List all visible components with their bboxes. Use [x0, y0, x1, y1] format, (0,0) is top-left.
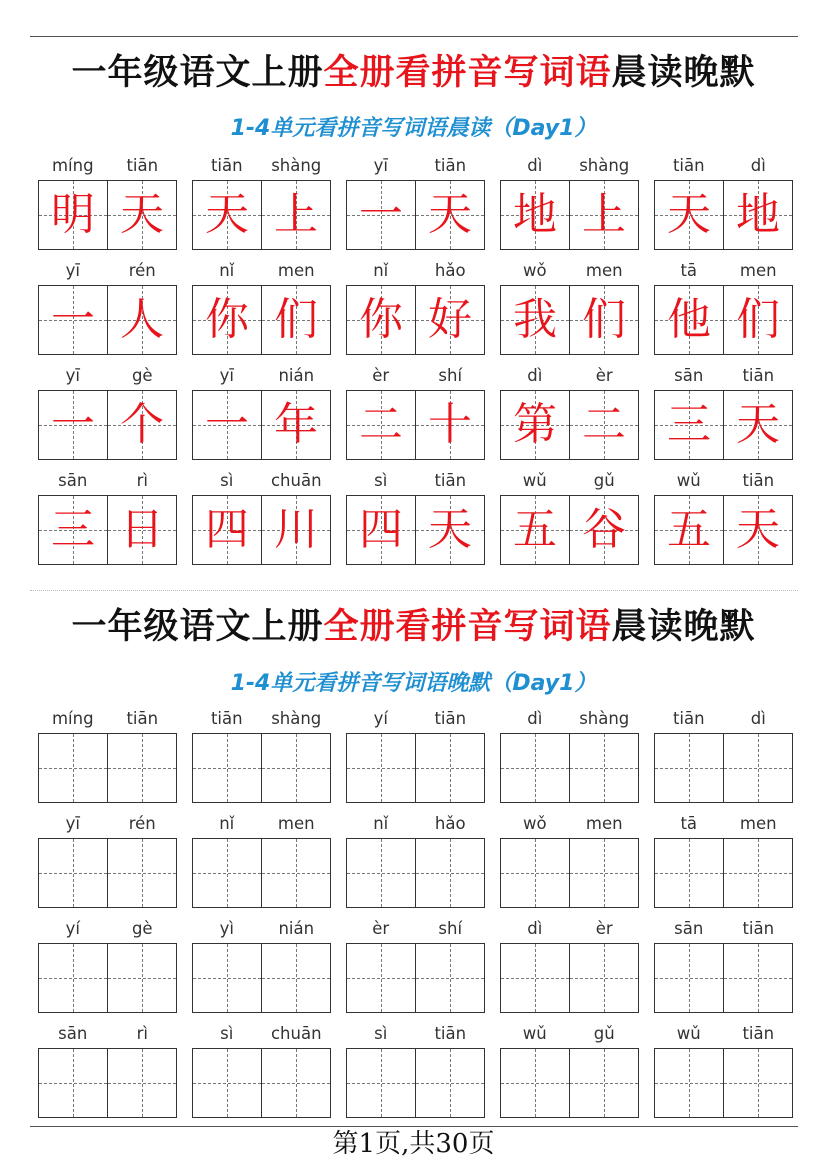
pinyin-label: sì [374, 471, 388, 490]
pinyin-label: tiān [672, 709, 705, 728]
subtitle-morning-reading: 1-4单元看拼音写词语晨读（Day1） [230, 116, 597, 141]
tianzige-pair [654, 390, 793, 460]
hanzi-character: 日 [120, 504, 164, 555]
tianzige-pair[interactable] [654, 1048, 793, 1118]
pinyin-label: gǔ [593, 1024, 615, 1043]
word-box [500, 156, 639, 250]
pinyin-label: shàng [271, 156, 322, 175]
top-rule [30, 36, 798, 37]
page-title-bottom [0, 602, 827, 652]
hanzi-character: 二 [359, 399, 403, 450]
tianzige-pair[interactable] [38, 838, 177, 908]
tianzige-cell[interactable] [262, 839, 330, 907]
hanzi-character: 地 [513, 189, 557, 240]
hanzi-character: 十 [428, 399, 472, 450]
tianzige-cell [416, 391, 484, 459]
pinyin-label: yī [373, 156, 388, 175]
pinyin-label: tiān [210, 709, 243, 728]
tianzige-pair [38, 285, 177, 355]
pinyin-label: tiān [434, 156, 467, 175]
word-box [346, 709, 485, 803]
tianzige-pair [346, 180, 485, 250]
tianzige-cell[interactable] [108, 734, 176, 802]
pinyin-label: tiān [126, 709, 159, 728]
tianzige-pair[interactable] [192, 838, 331, 908]
pinyin-label: chuān [270, 471, 322, 490]
pinyin-label: tā [680, 261, 698, 280]
tianzige-cell [262, 391, 330, 459]
hanzi-character: 川 [274, 504, 318, 555]
word-box [346, 919, 485, 1013]
pinyin-label: shí [438, 919, 463, 938]
hanzi-character: 他 [667, 294, 711, 345]
pinyin-label: rén [128, 814, 156, 833]
hanzi-character: 三 [51, 504, 95, 555]
pinyin-label: èr [372, 919, 390, 938]
pinyin-label: sì [220, 1024, 234, 1043]
hanzi-character: 二 [582, 399, 626, 450]
tianzige-cell [724, 391, 792, 459]
tianzige-pair [346, 285, 485, 355]
pinyin-label: yí [373, 709, 388, 728]
word-box [500, 919, 639, 1013]
title-part-2: 全册看拼音写词语 [323, 606, 612, 647]
word-box [346, 366, 485, 460]
tianzige-cell [347, 391, 415, 459]
tianzige-cell[interactable] [724, 1049, 792, 1117]
pinyin-label: sì [374, 1024, 388, 1043]
tianzige-cell[interactable] [262, 734, 330, 802]
tianzige-pair[interactable] [500, 1048, 639, 1118]
title-part-3: 晨读晚默 [611, 52, 756, 93]
hanzi-character: 五 [667, 504, 711, 555]
tianzige-cell[interactable] [655, 944, 723, 1012]
tianzige-pair[interactable] [38, 1048, 177, 1118]
hanzi-character: 上 [582, 189, 626, 240]
tianzige-cell[interactable] [347, 1049, 415, 1117]
word-box [654, 366, 793, 460]
tianzige-cell [655, 391, 723, 459]
pinyin-label: sì [220, 471, 234, 490]
tianzige-cell[interactable] [501, 839, 569, 907]
pinyin-label: wǒ [522, 261, 547, 280]
hanzi-character: 四 [359, 504, 403, 555]
tianzige-cell [262, 181, 330, 249]
tianzige-cell [193, 181, 261, 249]
word-box [346, 156, 485, 250]
hanzi-character: 人 [120, 294, 164, 345]
subtitle-evening-dictation: 1-4单元看拼音写词语晚默（Day1） [230, 671, 597, 696]
tianzige-cell[interactable] [193, 734, 261, 802]
pinyin-label: sān [58, 1024, 88, 1043]
title-part-1: 一年级语文上册 [71, 606, 324, 647]
tianzige-cell [108, 496, 176, 564]
word-box [346, 1024, 485, 1118]
tianzige-cell[interactable] [570, 734, 638, 802]
tianzige-cell [570, 391, 638, 459]
word-box [500, 261, 639, 355]
tianzige-cell [655, 286, 723, 354]
tianzige-cell[interactable] [108, 944, 176, 1012]
tianzige-cell[interactable] [262, 1049, 330, 1117]
tianzige-cell[interactable] [108, 839, 176, 907]
tianzige-pair [500, 285, 639, 355]
pinyin-label: men [585, 814, 623, 833]
word-box [500, 471, 639, 565]
tianzige-pair[interactable] [192, 1048, 331, 1118]
word-box [38, 261, 177, 355]
tianzige-cell[interactable] [39, 734, 107, 802]
section-divider [30, 590, 798, 591]
tianzige-cell[interactable] [501, 1049, 569, 1117]
tianzige-cell [501, 391, 569, 459]
pinyin-label: nǐ [219, 814, 235, 833]
tianzige-pair [500, 390, 639, 460]
tianzige-pair[interactable] [500, 733, 639, 803]
word-box [192, 814, 331, 908]
tianzige-cell[interactable] [108, 1049, 176, 1117]
word-box [500, 366, 639, 460]
tianzige-cell [724, 496, 792, 564]
pinyin-label: men [739, 814, 777, 833]
tianzige-cell [39, 391, 107, 459]
word-box [346, 814, 485, 908]
pinyin-label: men [739, 261, 777, 280]
pinyin-label: tiān [742, 366, 775, 385]
pinyin-label: míng [51, 156, 94, 175]
hanzi-character: 天 [428, 504, 472, 555]
tianzige-pair [192, 390, 331, 460]
tianzige-pair[interactable] [38, 943, 177, 1013]
pinyin-label: yì [219, 919, 234, 938]
pinyin-label: yī [65, 366, 80, 385]
hanzi-character: 好 [428, 294, 472, 345]
tianzige-pair [38, 180, 177, 250]
tianzige-pair[interactable] [346, 838, 485, 908]
word-box [192, 156, 331, 250]
pinyin-label: hǎo [434, 261, 466, 280]
hanzi-character: 我 [513, 294, 557, 345]
hanzi-character: 天 [667, 189, 711, 240]
tianzige-cell [501, 496, 569, 564]
tianzige-pair[interactable] [38, 733, 177, 803]
word-box [38, 919, 177, 1013]
hanzi-character: 个 [120, 399, 164, 450]
tianzige-pair [192, 285, 331, 355]
tianzige-cell[interactable] [655, 734, 723, 802]
pinyin-label: shàng [271, 709, 322, 728]
pinyin-label: rì [136, 471, 148, 490]
hanzi-character: 谷 [582, 504, 626, 555]
pinyin-label: nǐ [373, 261, 389, 280]
word-box [500, 814, 639, 908]
word-box [654, 709, 793, 803]
hanzi-character: 天 [120, 189, 164, 240]
title-part-3: 晨读晚默 [611, 606, 756, 647]
pinyin-label: wǒ [522, 814, 547, 833]
word-box [654, 919, 793, 1013]
word-box [38, 1024, 177, 1118]
tianzige-cell [501, 181, 569, 249]
word-box [654, 261, 793, 355]
tianzige-cell[interactable] [347, 839, 415, 907]
word-box [654, 471, 793, 565]
pinyin-label: sān [674, 919, 704, 938]
tianzige-pair[interactable] [654, 733, 793, 803]
tianzige-cell [347, 496, 415, 564]
tianzige-cell[interactable] [193, 1049, 261, 1117]
pinyin-label: tiān [434, 1024, 467, 1043]
pinyin-label: yī [65, 814, 80, 833]
pinyin-label: wǔ [676, 1024, 701, 1043]
pinyin-label: tiān [742, 919, 775, 938]
tianzige-cell [416, 286, 484, 354]
tianzige-cell [39, 496, 107, 564]
tianzige-cell[interactable] [655, 839, 723, 907]
tianzige-pair[interactable] [500, 943, 639, 1013]
pinyin-label: tiān [126, 156, 159, 175]
tianzige-cell [347, 181, 415, 249]
hanzi-character: 第 [513, 399, 557, 450]
tianzige-cell [724, 181, 792, 249]
tianzige-pair[interactable] [192, 733, 331, 803]
hanzi-character: 一 [51, 294, 95, 345]
pinyin-label: yī [219, 366, 234, 385]
tianzige-cell[interactable] [416, 944, 484, 1012]
pinyin-label: nǐ [219, 261, 235, 280]
tianzige-cell[interactable] [501, 944, 569, 1012]
tianzige-cell[interactable] [262, 944, 330, 1012]
pinyin-label: dì [750, 156, 766, 175]
hanzi-character: 你 [205, 294, 249, 345]
tianzige-cell [570, 286, 638, 354]
hanzi-character: 们 [736, 294, 780, 345]
tianzige-cell[interactable] [347, 944, 415, 1012]
pinyin-label: shí [438, 366, 463, 385]
pinyin-label: tā [680, 814, 698, 833]
word-box [192, 709, 331, 803]
tianzige-cell [108, 181, 176, 249]
tianzige-cell[interactable] [416, 839, 484, 907]
tianzige-cell[interactable] [570, 839, 638, 907]
tianzige-cell [655, 496, 723, 564]
pinyin-label: shàng [579, 156, 630, 175]
tianzige-cell [724, 286, 792, 354]
word-box [192, 366, 331, 460]
hanzi-character: 一 [205, 399, 249, 450]
pinyin-label: men [277, 814, 315, 833]
pinyin-label: tiān [210, 156, 243, 175]
tianzige-cell[interactable] [724, 734, 792, 802]
tianzige-pair [654, 495, 793, 565]
tianzige-cell [570, 181, 638, 249]
tianzige-cell[interactable] [724, 839, 792, 907]
word-box [654, 156, 793, 250]
pinyin-label: wǔ [676, 471, 701, 490]
pinyin-label: dì [527, 919, 543, 938]
pinyin-label: tiān [434, 471, 467, 490]
tianzige-pair[interactable] [192, 943, 331, 1013]
tianzige-pair[interactable] [346, 733, 485, 803]
hanzi-character: 年 [274, 399, 318, 450]
pinyin-label: yí [65, 919, 80, 938]
word-box [192, 471, 331, 565]
word-box [38, 156, 177, 250]
pinyin-label: dì [527, 156, 543, 175]
word-box [192, 261, 331, 355]
tianzige-cell [655, 181, 723, 249]
pinyin-label: gǔ [593, 471, 615, 490]
tianzige-cell [193, 391, 261, 459]
page-number: 第1页,共30页 [332, 1129, 495, 1159]
hanzi-character: 五 [513, 504, 557, 555]
pinyin-label: dì [527, 709, 543, 728]
hanzi-character: 一 [359, 189, 403, 240]
word-box [654, 1024, 793, 1118]
tianzige-cell[interactable] [501, 734, 569, 802]
hanzi-character: 地 [736, 189, 780, 240]
hanzi-character: 天 [205, 189, 249, 240]
tianzige-cell [193, 496, 261, 564]
word-box [38, 366, 177, 460]
tianzige-pair [654, 285, 793, 355]
word-box [500, 1024, 639, 1118]
hanzi-character: 一 [51, 399, 95, 450]
tianzige-cell[interactable] [39, 1049, 107, 1117]
pinyin-label: tiān [742, 1024, 775, 1043]
hanzi-character: 们 [582, 294, 626, 345]
hanzi-character: 你 [359, 294, 403, 345]
word-box [38, 814, 177, 908]
tianzige-cell [39, 286, 107, 354]
tianzige-cell [416, 496, 484, 564]
pinyin-label: nǐ [373, 814, 389, 833]
tianzige-pair[interactable] [346, 1048, 485, 1118]
word-box [38, 471, 177, 565]
hanzi-character: 三 [667, 399, 711, 450]
hanzi-character: 天 [736, 504, 780, 555]
hanzi-character: 天 [736, 399, 780, 450]
pinyin-label: wǔ [522, 1024, 547, 1043]
pinyin-label: men [585, 261, 623, 280]
title-part-2: 全册看拼音写词语 [323, 52, 612, 93]
pinyin-label: gè [131, 919, 153, 938]
tianzige-cell [108, 391, 176, 459]
pinyin-label: rì [136, 1024, 148, 1043]
tianzige-cell [193, 286, 261, 354]
tianzige-cell[interactable] [570, 944, 638, 1012]
word-box [654, 814, 793, 908]
word-box [346, 471, 485, 565]
pinyin-label: gè [131, 366, 153, 385]
tianzige-cell [262, 286, 330, 354]
tianzige-cell [570, 496, 638, 564]
hanzi-character: 们 [274, 294, 318, 345]
pinyin-label: míng [51, 709, 94, 728]
hanzi-character: 天 [428, 189, 472, 240]
tianzige-pair [654, 180, 793, 250]
title-part-1: 一年级语文上册 [71, 52, 324, 93]
pinyin-label: èr [372, 366, 390, 385]
tianzige-cell[interactable] [655, 1049, 723, 1117]
tianzige-cell[interactable] [416, 734, 484, 802]
hanzi-character: 上 [274, 189, 318, 240]
pinyin-label: nián [278, 919, 315, 938]
tianzige-cell[interactable] [193, 839, 261, 907]
tianzige-pair[interactable] [654, 838, 793, 908]
tianzige-cell [262, 496, 330, 564]
word-box [38, 709, 177, 803]
pinyin-label: wǔ [522, 471, 547, 490]
pinyin-label: tiān [672, 156, 705, 175]
tianzige-cell [108, 286, 176, 354]
tianzige-pair [500, 180, 639, 250]
hanzi-character: 明 [51, 189, 95, 240]
tianzige-pair [192, 495, 331, 565]
tianzige-pair [38, 390, 177, 460]
pinyin-label: sān [674, 366, 704, 385]
tianzige-pair [346, 390, 485, 460]
word-box [192, 919, 331, 1013]
pinyin-label: nián [278, 366, 315, 385]
tianzige-pair [38, 495, 177, 565]
tianzige-cell[interactable] [39, 944, 107, 1012]
tianzige-pair [346, 495, 485, 565]
word-box [500, 709, 639, 803]
pinyin-label: tiān [742, 471, 775, 490]
word-box [346, 261, 485, 355]
tianzige-pair[interactable] [654, 943, 793, 1013]
tianzige-cell[interactable] [724, 944, 792, 1012]
pinyin-label: rén [128, 261, 156, 280]
tianzige-pair[interactable] [500, 838, 639, 908]
tianzige-cell [416, 181, 484, 249]
pinyin-label: hǎo [434, 814, 466, 833]
hanzi-character: 四 [205, 504, 249, 555]
pinyin-label: tiān [434, 709, 467, 728]
word-box [192, 1024, 331, 1118]
pinyin-label: chuān [270, 1024, 322, 1043]
tianzige-cell [347, 286, 415, 354]
tianzige-cell[interactable] [416, 1049, 484, 1117]
tianzige-cell [501, 286, 569, 354]
pinyin-label: men [277, 261, 315, 280]
tianzige-cell[interactable] [39, 839, 107, 907]
pinyin-label: yī [65, 261, 80, 280]
tianzige-cell[interactable] [347, 734, 415, 802]
pinyin-label: dì [750, 709, 766, 728]
tianzige-pair [500, 495, 639, 565]
pinyin-label: sān [58, 471, 88, 490]
tianzige-cell [39, 181, 107, 249]
tianzige-pair[interactable] [346, 943, 485, 1013]
pinyin-label: shàng [579, 709, 630, 728]
page-title-top [0, 48, 827, 98]
tianzige-cell[interactable] [570, 1049, 638, 1117]
tianzige-cell[interactable] [193, 944, 261, 1012]
pinyin-label: èr [595, 919, 613, 938]
pinyin-label: èr [595, 366, 613, 385]
tianzige-pair [192, 180, 331, 250]
pinyin-label: dì [527, 366, 543, 385]
